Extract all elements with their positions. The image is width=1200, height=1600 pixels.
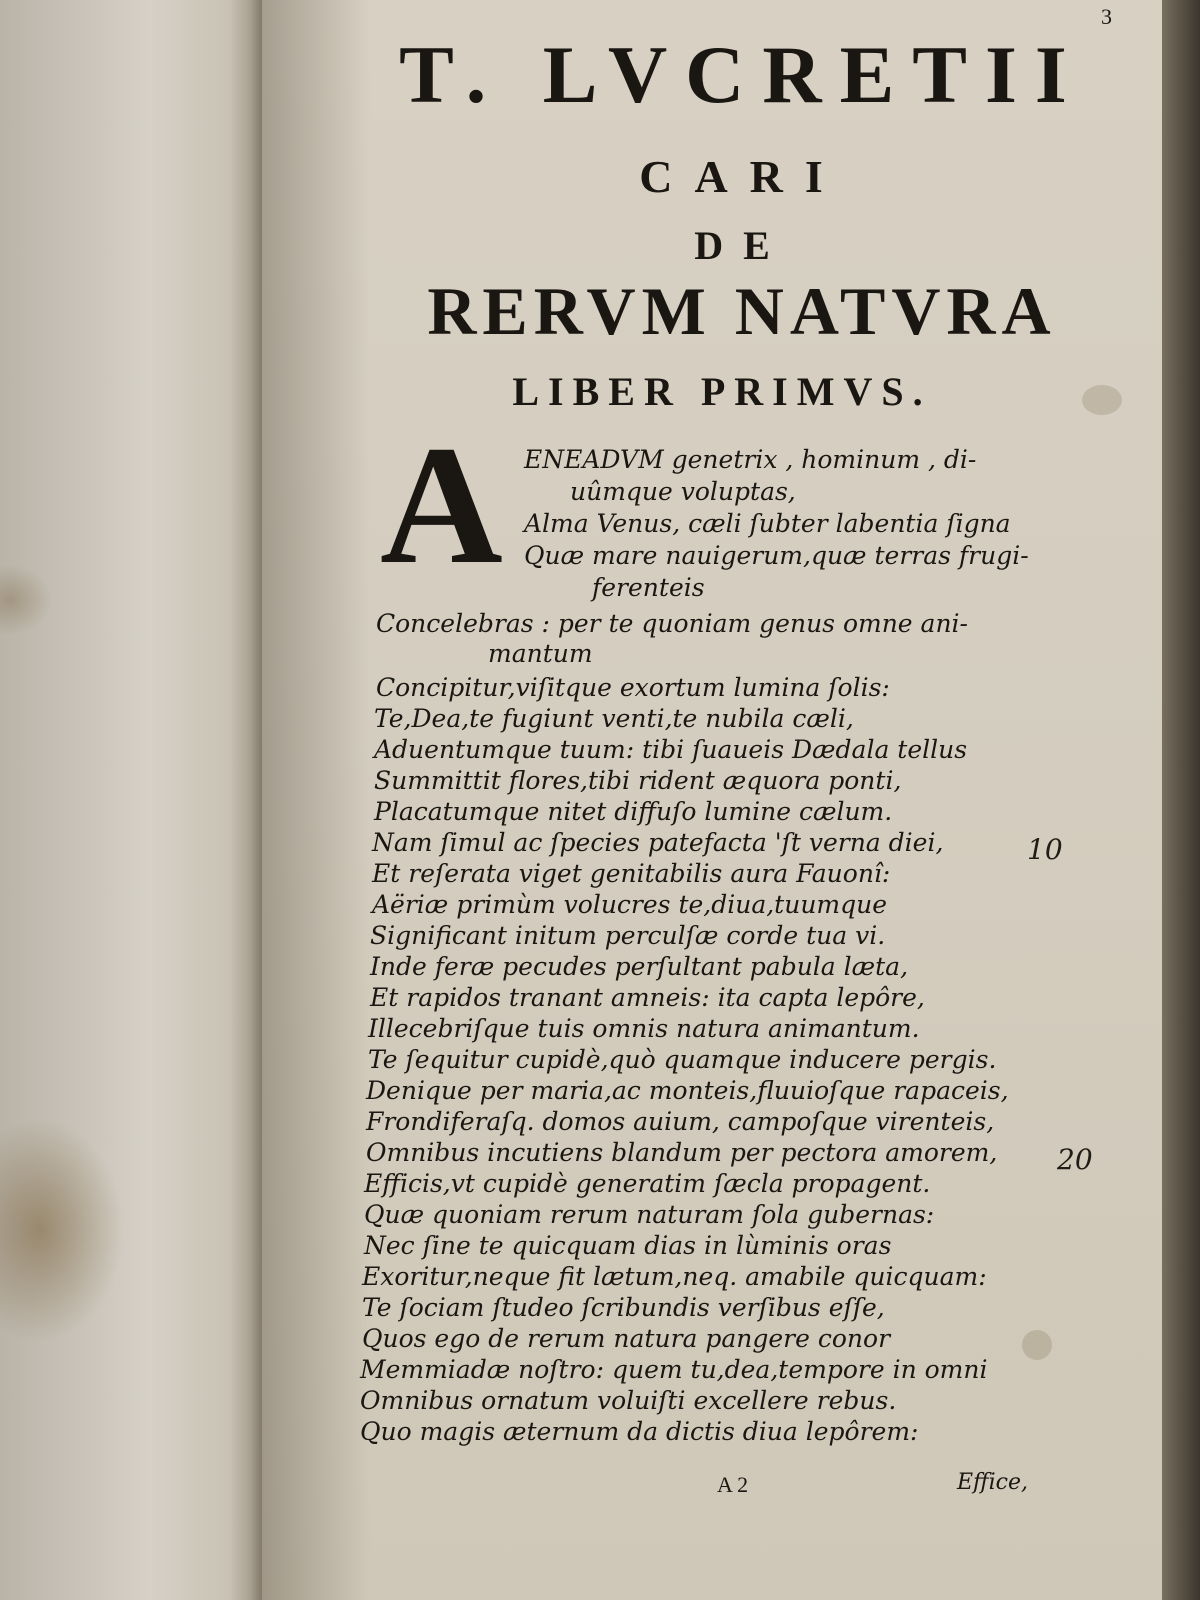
page-number: 3 [1101,4,1112,29]
title-author: T. LVCRETII [399,29,1085,120]
verse-line: Te,Dea,te fugiunt venti,te nubila cæli, [374,704,854,733]
verse-line: Concelebras : per te quoniam genus omne ani- [376,609,968,638]
marginal-line-number: 10 [1027,833,1063,866]
verse-line: Nam ſimul ac ſpecies patefacta 'ſt verna diei, [372,828,944,857]
verse-line: Quæ mare nauigerum,quæ terras frugi- [524,541,1029,570]
title-cognomen: CARI [639,151,845,202]
verse-line: Te ſequitur cupidè,quò quamque inducere pergis. [368,1045,997,1074]
left-blank-page [0,0,270,1600]
catchword: Effice, [957,1470,1029,1495]
verse-line: Et reſerata viget genitabilis aura Fauonî: [372,859,891,888]
verse-line: Inde feræ pecudes perſultant pabula læta, [370,952,909,981]
verse-line: Quæ quoniam rerum naturam ſola gubernas: [364,1200,935,1229]
verse-line: Concipitur,viſitque exortum lumina ſolis: [376,673,890,702]
verse-line: uûmque voluptas, [570,477,796,506]
verse-line: Denique per maria,ac monteis,fluuioſque rapaceis, [366,1076,1009,1105]
verse-line: Exoritur,neque fit lætum,neq. amabile quicquam: [362,1262,987,1291]
verse-line: Significant initum perculſæ corde tua vi. [370,921,886,950]
verse-line: Placatumque nitet diffuſo lumine cælum. [374,797,893,826]
verse-line: Summittit flores,tibi rident æquora ponti, [374,766,902,795]
verse-line: Memmiadæ noſtro: quem tu,dea,tempore in omni [360,1355,988,1384]
book-heading: LIBER PRIMVS. [512,369,932,414]
verse-line: Illecebriſque tuis omnis natura animantum. [368,1014,920,1043]
title-work: RERVM NATVRA [427,273,1057,349]
verse-line: ENEADVM genetrix , hominum , di- [524,445,977,474]
paper-stain [1082,385,1122,415]
verse-line: Te ſociam ſtudeo ſcribundis verſibus eſſe, [362,1293,885,1322]
signature-mark: A 2 [717,1472,749,1497]
printed-page [262,0,1162,1600]
marginal-line-number: 20 [1057,1143,1093,1176]
verse-line: mantum [488,639,593,668]
verse-line: Efficis,vt cupidè generatim ſæcla propagent. [364,1169,931,1198]
verse-line: Alma Venus, cæli ſubter labentia ſigna [524,509,1011,538]
verse-line: Omnibus ornatum voluiſti excellere rebus. [360,1386,897,1415]
drop-cap-initial: A [380,411,503,599]
verse-line: Et rapidos tranant amneis: ita capta lepôre, [370,983,925,1012]
verse-line: Quos ego de rerum natura pangere conor [362,1324,891,1353]
verse-line: ferenteis [592,573,705,602]
verse-line: Omnibus incutiens blandum per pectora amorem, [366,1138,998,1167]
title-preposition: DE [694,223,790,268]
verse-line: Frondiferaſq. domos auium, campoſque virenteis, [366,1107,995,1136]
verse-line: Aduentumque tuum: tibi ſuaueis Dædala tellus [374,735,968,764]
verse-line: Aëriæ primùm volucres te,diua,tuumque [372,890,888,919]
paper-stain [1022,1330,1052,1360]
verse-line: Nec ſine te quicquam dias in lùminis oras [364,1231,892,1260]
verse-line: Quo magis æternum da dictis diua lepôrem: [360,1417,919,1446]
